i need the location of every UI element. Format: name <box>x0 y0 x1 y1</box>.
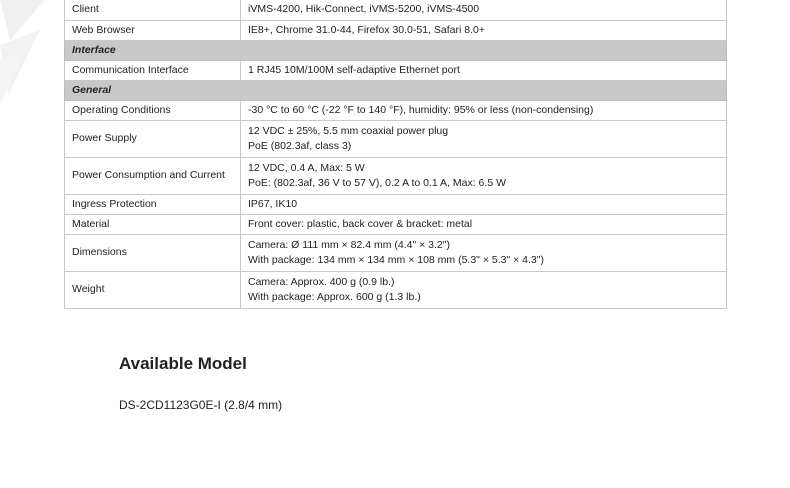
spec-row <box>65 100 727 120</box>
spec-value-line: With package: 134 mm × 134 mm × 108 mm (5.3" × 5.3" × 4.3") <box>248 253 544 266</box>
spec-value-line: Camera: Ø 111 mm × 82.4 mm (4.4" × 3.2") <box>248 238 450 251</box>
spec-table-body <box>65 0 727 308</box>
spec-row <box>65 120 727 157</box>
available-model-name: DS-2CD1123G0E-I (2.8/4 mm) <box>119 398 283 412</box>
spec-value-line: 12 VDC ± 25%, 5.5 mm coaxial power plug <box>248 124 449 137</box>
spec-row <box>65 194 727 214</box>
spec-value-line: PoE: (802.3af, 36 V to 57 V), 0.2 A to 0.1 A, Max: 6.5 W <box>248 176 506 189</box>
section-title: Interface <box>65 40 727 60</box>
spec-value-line: iVMS-4200, Hik-Connect, iVMS-5200, iVMS-4500 <box>248 3 480 16</box>
spec-row <box>65 214 727 234</box>
spec-key: Ingress Protection <box>65 194 241 214</box>
section-header-general <box>65 80 727 100</box>
section-title: General <box>65 80 727 100</box>
spec-key: Dimensions <box>65 234 241 271</box>
spec-row <box>65 0 727 20</box>
spec-row <box>65 234 727 271</box>
spec-key: Power Consumption and Current <box>65 157 241 194</box>
spec-row <box>65 20 727 40</box>
spec-key: Communication Interface <box>65 60 241 80</box>
spec-value-line: IP67, IK10 <box>248 197 298 210</box>
spec-value-line: IE8+, Chrome 31.0-44, Firefox 30.0-51, Safari 8.0+ <box>248 23 485 36</box>
watermark-shape <box>0 0 60 110</box>
spec-value-line: -30 °C to 60 °C (-22 °F to 140 °F), humidity: 95% or less (non-condensing) <box>248 103 594 116</box>
spec-key: Weight <box>65 271 241 308</box>
spec-row <box>65 271 727 308</box>
spec-key: Operating Conditions <box>65 100 241 120</box>
spec-value <box>241 234 727 271</box>
spec-key: Web Browser <box>65 20 241 40</box>
available-model-heading: Available Model <box>119 354 247 373</box>
spec-value-line: 1 RJ45 10M/100M self-adaptive Ethernet port <box>248 63 460 76</box>
spec-value <box>241 157 727 194</box>
spec-value <box>241 60 727 80</box>
spec-value-line: Camera: Approx. 400 g (0.9 lb.) <box>248 275 395 288</box>
spec-value-line: 12 VDC, 0.4 A, Max: 5 W <box>248 161 365 174</box>
spec-value <box>241 271 727 308</box>
spec-value <box>241 120 727 157</box>
spec-key: Material <box>65 214 241 234</box>
spec-row <box>65 157 727 194</box>
spec-value <box>241 20 727 40</box>
spec-value-line: With package: Approx. 600 g (1.3 lb.) <box>248 290 421 303</box>
spec-key: Power Supply <box>65 120 241 157</box>
spec-table <box>64 0 727 309</box>
spec-value <box>241 194 727 214</box>
spec-row <box>65 60 727 80</box>
spec-key: Client <box>65 0 241 20</box>
spec-value <box>241 214 727 234</box>
spec-value-line: Front cover: plastic, back cover & bracket: metal <box>248 217 473 230</box>
spec-value-line: PoE (802.3af, class 3) <box>248 139 352 152</box>
spec-value <box>241 0 727 20</box>
spec-value <box>241 100 727 120</box>
section-header-interface <box>65 40 727 60</box>
